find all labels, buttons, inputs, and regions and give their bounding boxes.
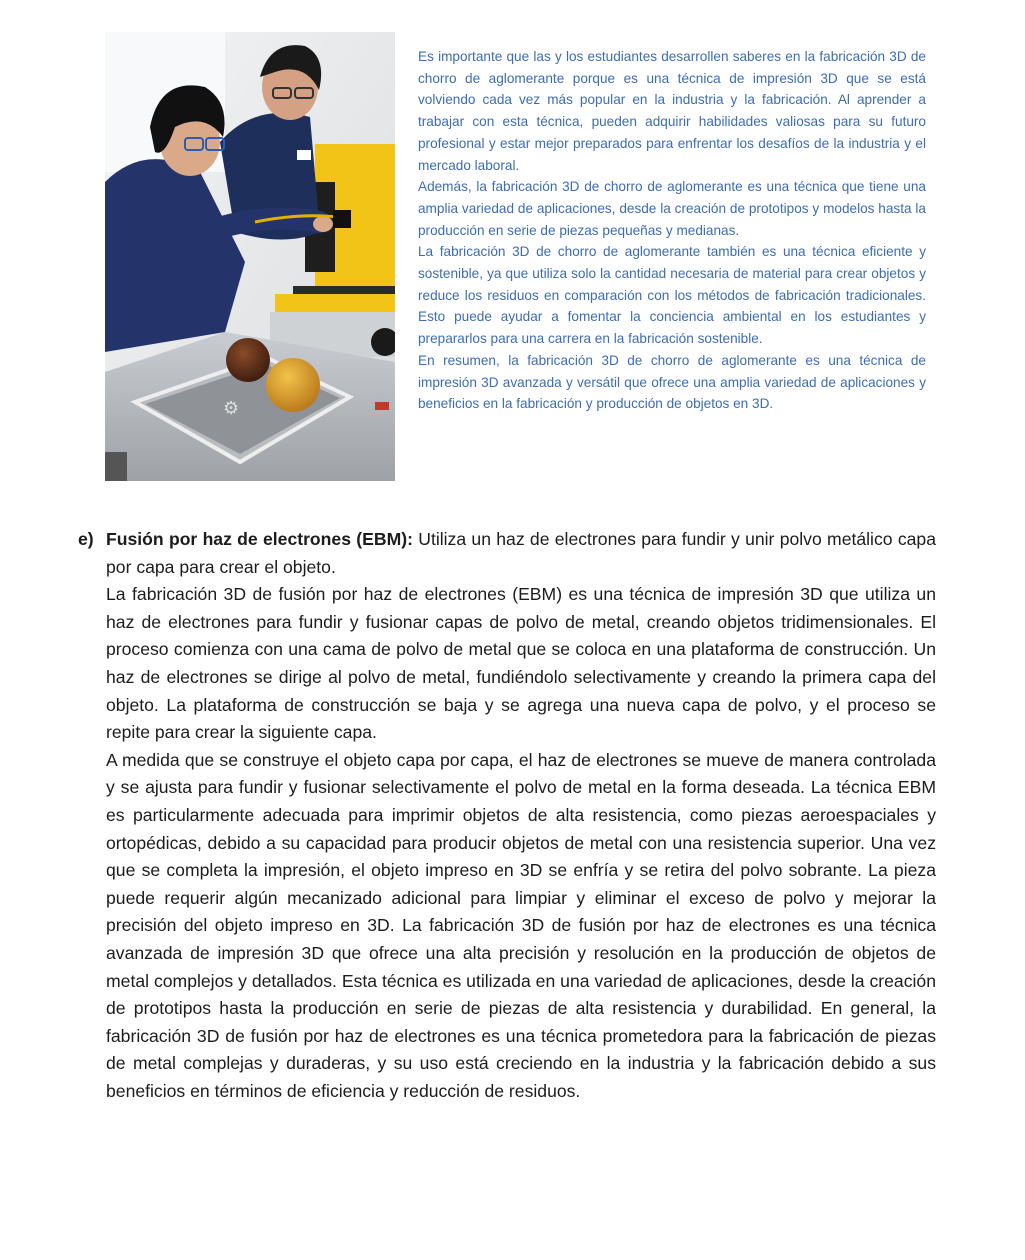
aside-paragraph: La fabricación 3D de chorro de aglomerante también es una técnica eficiente y sostenible, ya que utiliza solo la cantidad necesaria de material para crear objetos y reduce los residuos en comparación con los métodos de fabricación tradicionales. Esto puede ayudar a fomentar la conciencia ambiental en los estudiantes y prepararlos para una carrera en la fabricación sostenible. [418,244,926,347]
list-item-ebm [78,526,936,1105]
aside-text-block [418,46,926,415]
section-term: Fusión por haz de electrones (EBM): [106,529,413,549]
students-3d-printer-illustration [105,32,395,481]
aside-paragraph: Además, la fabricación 3D de chorro de aglomerante es una técnica que tiene una amplia variedad de aplicaciones, desde la creación de prototipos y modelos hasta la producción en serie de piezas pequeñas y medianas. [418,179,926,238]
section-lead-text: Utiliza un haz de electrones para fundir y unir polvo metálico capa por capa para crear el objeto. [106,529,936,577]
body-paragraph: La fabricación 3D de fusión por haz de electrones (EBM) es una técnica de impresión 3D que utiliza un haz de electrones para fundir y fusionar capas de polvo de metal, creando objetos tridimensionales. El proceso comienza con una cama de polvo de metal que se coloca en una plataforma de construcción. Un haz de electrones se dirige al polvo de metal, fundiéndolo selectivamente y creando la primera capa del objeto. La plataforma de construcción se baja y se agrega una nueva capa de polvo, y el proceso se repite para crear la siguiente capa. [106,584,936,743]
aside-paragraph: Es importante que las y los estudiantes desarrollen saberes en la fabricación 3D de chorro de aglomerante porque es una técnica de impresión 3D que se está volviendo cada vez más popular en la industria y la fabricación. Al aprender a trabajar con esta técnica, pueden adquirir habilidades valiosas para su futuro profesional y estar mejor preparados para enfrentar los desafíos de la industria y el mercado laboral. [418,49,926,173]
body-paragraph: A medida que se construye el objeto capa por capa, el haz de electrones se mueve de manera controlada y se ajusta para fundir y fusionar selectivamente el polvo de metal en la forma deseada. La técnica EBM es particularmente adecuada para imprimir objetos de alta resistencia, como piezas aeroespaciales y ortopédicas, debido a su capacidad para producir objetos de metal con una resistencia superior. Una vez que se completa la impresión, el objeto impreso en 3D se enfría y se retira del polvo sobrante. La pieza puede requerir algún mecanizado adicional para limpiar y eliminar el exceso de polvo y mejorar la precisión del objeto impreso en 3D. La fabricación 3D de fusión por haz de electrones es una técnica avanzada de impresión 3D que ofrece una alta precisión y resolución en la producción de objetos de metal complejos y detallados. Esta técnica es utilizada en una variedad de aplicaciones, desde la creación de prototipos hasta la producción en serie de piezas de alta resistencia y durabilidad. En general, la fabricación 3D de fusión por haz de electrones es una técnica prometedora para la fabricación de piezas de metal complejas y duraderas, y su uso está creciendo en la industria y la fabricación debido a sus beneficios en términos de eficiencia y reducción de residuos. [106,749,936,1101]
section-ebm [78,526,936,1105]
list-marker: e) [78,529,94,549]
section-lead [106,526,936,581]
svg-text:⚙: ⚙ [223,398,240,419]
aside-paragraph: En resumen, la fabricación 3D de chorro de aglomerante es una técnica de impresión 3D avanzada y versátil que ofrece una amplia variedad de aplicaciones y beneficios en la fabricación y producción de objetos en 3D. [418,352,926,412]
